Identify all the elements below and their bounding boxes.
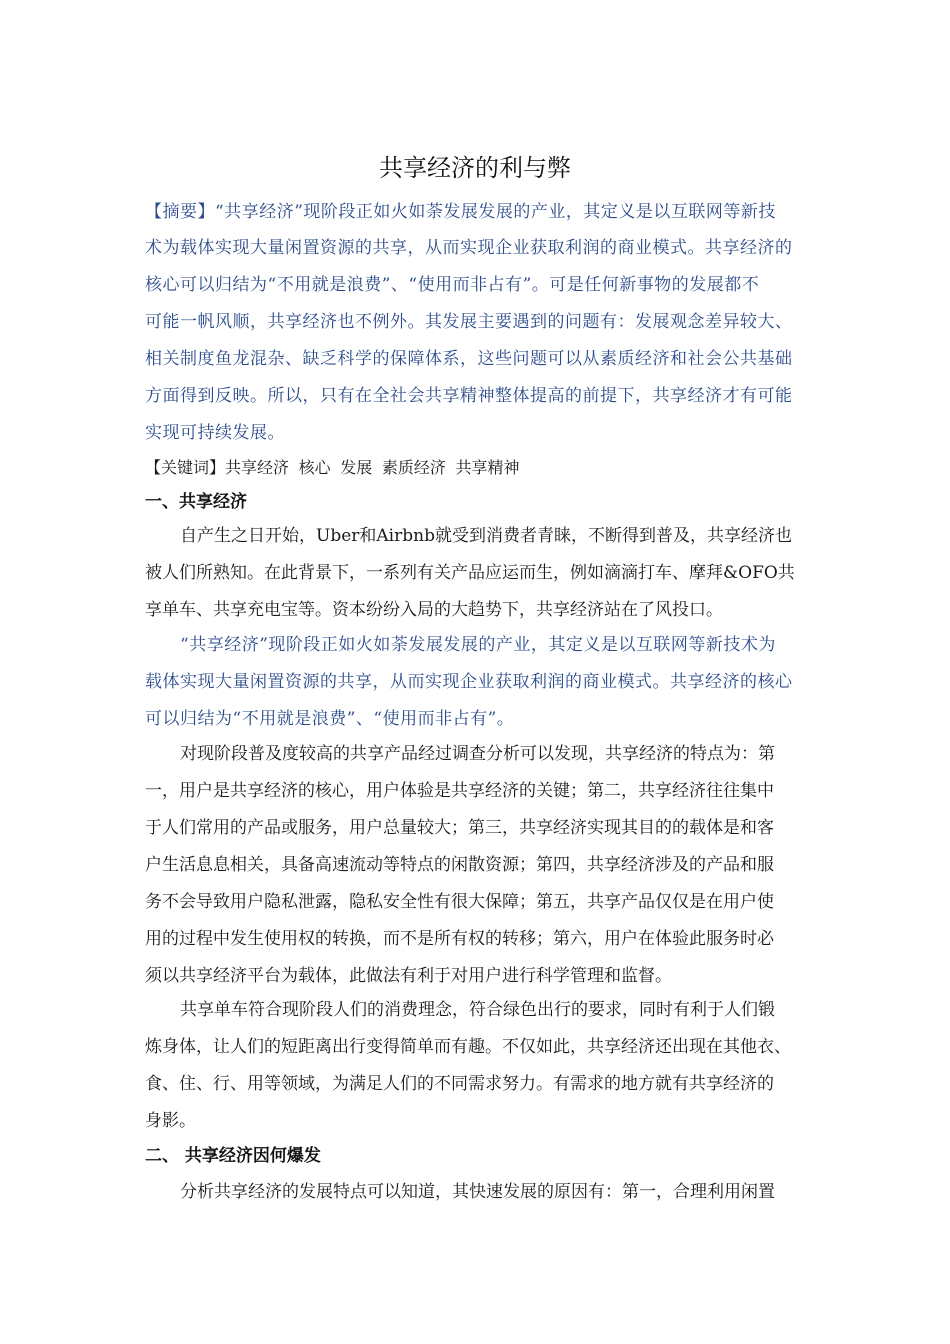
- abstract-line: 相关制度鱼龙混杂、缺乏科学的保障体系，这些问题可以从素质经济和社会公共基础: [145, 349, 793, 369]
- paragraph-line: 炼身体，让人们的短距离出行变得简单而有趣。不仅如此，共享经济还出现在其他衣、: [145, 1037, 791, 1057]
- paragraph-line: 载体实现大量闲置资源的共享，从而实现企业获取利润的商业模式。共享经济的核心: [145, 672, 793, 692]
- keywords-line: 【关键词】共享经济 核心 发展 素质经济 共享精神: [145, 458, 520, 477]
- abstract-line: 核心可以归结为“不用就是浪费”、“使用而非占有”。可是任何新事物的发展都不: [145, 275, 760, 295]
- paragraph-line: 对现阶段普及度较高的共享产品经过调查分析可以发现，共享经济的特点为：第: [180, 744, 775, 764]
- paragraph-line: 被人们所熟知。在此背景下，一系列有关产品应运而生，例如滴滴打车、摩拜&OFO共: [145, 563, 795, 583]
- abstract-line: 方面得到反映。所以，只有在全社会共享精神整体提高的前提下，共享经济才有可能: [145, 386, 793, 406]
- section-heading: 一、共享经济: [145, 492, 247, 512]
- paragraph-line: 用的过程中发生使用权的转换，而不是所有权的转移；第六，用户在体验此服务时必: [145, 929, 774, 949]
- paragraph-line: 一，用户是共享经济的核心，用户体验是共享经济的关键；第二，共享经济往往集中: [145, 781, 774, 801]
- paragraph-line: 自产生之日开始，Uber和Airbnb就受到消费者青睐，不断得到普及，共享经济也: [180, 526, 792, 546]
- paragraph-line: 身影。: [145, 1111, 196, 1131]
- abstract-line: 术为载体实现大量闲置资源的共享，从而实现企业获取利润的商业模式。共享经济的: [145, 238, 793, 258]
- document-title: 共享经济的利与弊: [379, 154, 571, 182]
- paragraph-line: 享单车、共享充电宝等。资本纷纷入局的大趋势下，共享经济站在了风投口。: [145, 600, 723, 620]
- paragraph-line: 户生活息息相关，具备高速流动等特点的闲散资源；第四，共享经济涉及的产品和服: [145, 855, 774, 875]
- paragraph-line: “共享经济”现阶段正如火如荼发展发展的产业，其定义是以互联网等新技术为: [180, 635, 776, 655]
- paragraph-line: 共享单车符合现阶段人们的消费理念，符合绿色出行的要求，同时有利于人们锻: [180, 1000, 775, 1020]
- paragraph-line: 食、住、行、用等领域，为满足人们的不同需求努力。有需求的地方就有共享经济的: [145, 1074, 774, 1094]
- section-heading: 二、 共享经济因何爆发: [145, 1146, 321, 1166]
- abstract-line: 【摘要】“共享经济”现阶段正如火如荼发展发展的产业，其定义是以互联网等新技: [145, 202, 776, 222]
- abstract-line: 实现可持续发展。: [145, 423, 285, 443]
- paragraph-line: 务不会导致用户隐私泄露，隐私安全性有很大保障；第五，共享产品仅仅是在用户使: [145, 892, 774, 912]
- paragraph-line: 分析共享经济的发展特点可以知道，其快速发展的原因有：第一，合理利用闲置: [180, 1182, 775, 1202]
- paragraph-line: 于人们常用的产品或服务，用户总量较大；第三，共享经济实现其目的的载体是和客: [145, 818, 774, 838]
- abstract-line: 可能一帆风顺，共享经济也不例外。其发展主要遇到的问题有：发展观念差异较大、: [145, 312, 793, 332]
- paragraph-line: 须以共享经济平台为载体，此做法有利于对用户进行科学管理和监督。: [145, 966, 672, 986]
- paragraph-line: 可以归结为“不用就是浪费”、“使用而非占有”。: [145, 709, 515, 729]
